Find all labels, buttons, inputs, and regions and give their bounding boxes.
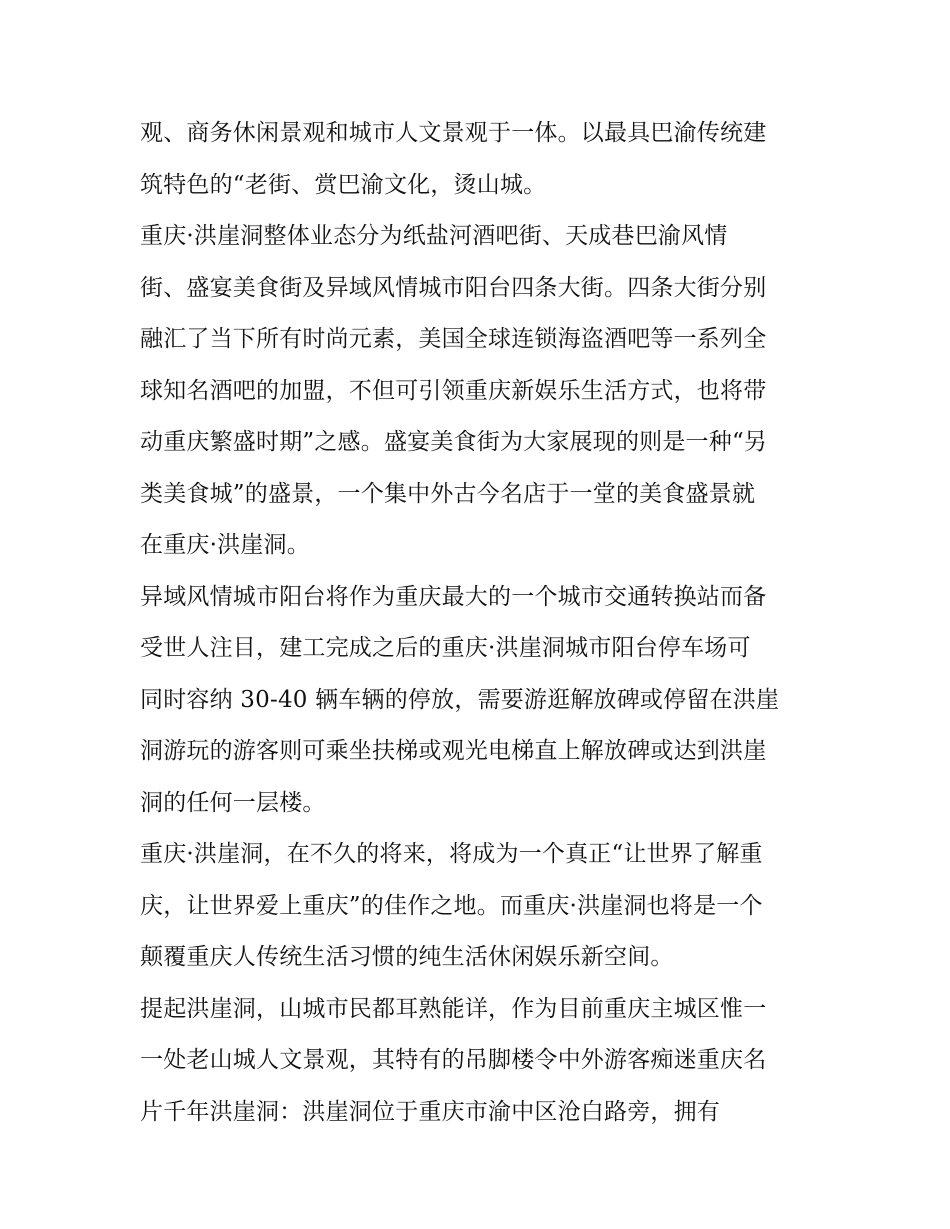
text-line: 重庆·洪崖洞整体业态分为纸盐河酒吧街、天成巷巴渝风情 — [140, 223, 728, 249]
text-line: 颠覆重庆人传统生活习惯的纯生活休闲娱乐新空间。 — [140, 944, 674, 970]
text-line: 在重庆·洪崖洞。 — [140, 532, 310, 558]
text-line: 动重庆繁盛时期”之感。盛宴美食街为大家展现的则是一种“另 — [140, 429, 768, 455]
text-line: 洞的任何一层楼。 — [140, 789, 326, 816]
text-line: 类美食城”的盛景，一个集中外古今名店于一堂的美食盛景就 — [140, 480, 756, 507]
text-line: 观、商务休闲景观和城市人文景观于一体。以最具巴渝传统建 — [140, 120, 767, 146]
text-line: 提起洪崖洞，山城市民都耳熟能详，作为目前重庆主城区惟一 — [140, 995, 767, 1022]
text-line: 球知名酒吧的加盟，不但可引领重庆新娱乐生活方式，也将带 — [140, 377, 767, 404]
text-line: 重庆·洪崖洞，在不久的将来，将成为一个真正“让世界了解重 — [140, 841, 763, 867]
text-line: 筑特色的“老街、赏巴渝文化，烫山城。 — [140, 171, 547, 198]
text-line: 受世人注目，建工完成之后的重庆·洪崖洞城市阳台停车场可 — [140, 635, 751, 661]
text-line: 片千年洪崖洞：洪崖洞位于重庆市渝中区沧白路旁，拥有 — [140, 1098, 720, 1125]
text-line: 融汇了当下所有时尚元素，美国全球连锁海盗酒吧等一系列全 — [140, 326, 767, 352]
text-line: 异域风情城市阳台将作为重庆最大的一个城市交通转换站而备 — [140, 583, 767, 610]
text-line: 一处老山城人文景观，其特有的吊脚楼令中外游客痴迷重庆名 — [140, 1047, 767, 1073]
text-line: 街、盛宴美食街及异域风情城市阳台四条大街。四条大街分别 — [140, 274, 767, 301]
body-text — [140, 108, 820, 1138]
text-line: 庆，让世界爱上重庆”的佳作之地。而重庆·洪崖洞也将是一个 — [140, 892, 763, 919]
text-line: 洞游玩的游客则可乘坐扶梯或观光电梯直上解放碑或达到洪崖 — [140, 738, 767, 764]
text-line: 同时容纳 30-40 辆车辆的停放，需要游逛解放碑或停留在洪崖 — [140, 686, 780, 713]
